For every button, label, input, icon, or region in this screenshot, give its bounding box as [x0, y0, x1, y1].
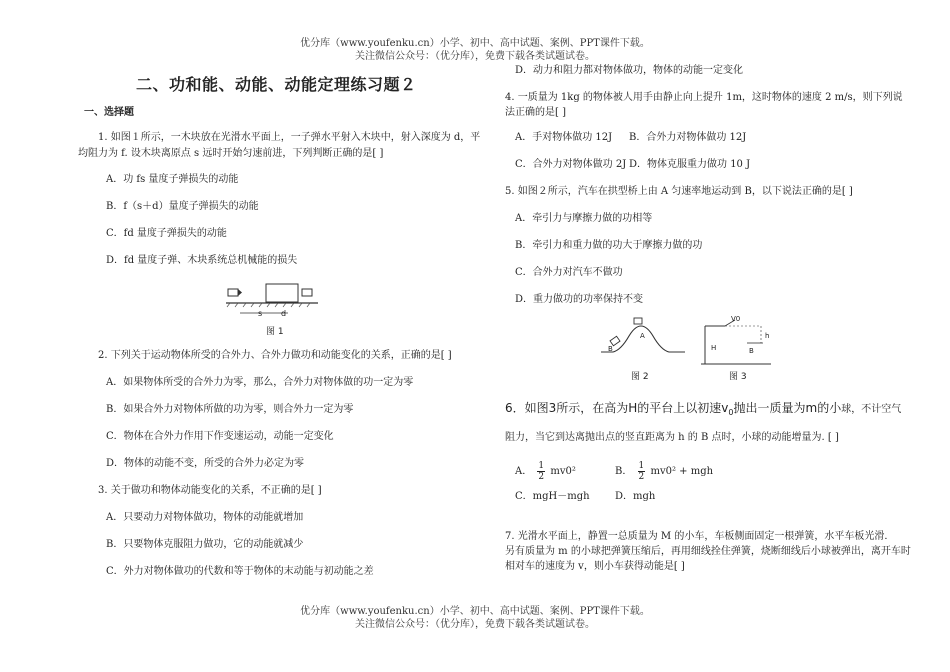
- header-line-2: 关注微信公众号：（优分库），免费下载各类试题试卷。: [355, 51, 595, 62]
- q5-option-b: B．牵引力和重力做的功大于摩擦力做的功: [515, 240, 703, 251]
- fig1-bullet-left: [228, 289, 238, 296]
- q4-stem-line2: 法正确的是[ ]: [505, 107, 566, 118]
- fig2-caption: 图 2: [631, 372, 649, 382]
- figure-2: [597, 316, 693, 388]
- q5-stem: 5. 如图２所示，汽车在拱型桥上由 A 匀速率地运动到 B，以下说法正确的是[ ]: [505, 186, 853, 197]
- q6-sub0: 0: [728, 408, 734, 417]
- q2-stem: 2. 下列关于运动物体所受的合外力、合外力做功和动能变化的关系，正确的是[ ]: [98, 350, 452, 361]
- fig3-label-h-big: H: [711, 344, 717, 352]
- q1-stem-line2: 均阻力为 f. 设木块离原点 s 远时开始匀速前进，下列判断正确的是[ ]: [78, 148, 384, 159]
- q3-option-d: D．动力和阻力都对物体做功，物体的动能一定变化: [515, 65, 744, 76]
- fig2-label-b: B: [608, 345, 613, 353]
- q5-option-d: D．重力做功的功率保持不变: [515, 294, 644, 305]
- page-footer: [0, 605, 950, 631]
- q7-stem-line3: 相对车的速度为 v，则小车获得动能是[ ]: [505, 561, 685, 572]
- q4-option-c: C．合外力对物体做功 2J: [515, 159, 627, 170]
- q1-option-c: C．fd 量度子弹损失的动能: [106, 228, 227, 239]
- q6-b-expr: mv0² + mgh: [650, 466, 714, 477]
- fig3-label-h-small: h: [765, 332, 770, 340]
- fig1-label-s: s: [258, 309, 263, 318]
- footer-line-1: 优分库（www.youfenku.cn）小学、初中、高中试题、案例、PPT课件下载。: [300, 606, 650, 617]
- fig2-label-a: A: [640, 332, 645, 340]
- q6-b-num: 1: [638, 461, 645, 471]
- q5-option-c: C．合外力对汽车不做功: [515, 267, 623, 278]
- fig2-car-top: [634, 318, 642, 324]
- q6-option-b: [615, 461, 713, 482]
- q3-option-a: A．只要动力对物体做功，物体的动能就增加: [106, 512, 304, 523]
- q1-stem-line1: 1. 如图１所示，一木块放在光滑水平面上，一子弹水平射入木块中，射入深度为 d，平: [98, 132, 481, 143]
- q6-b-label: B．: [615, 466, 633, 477]
- q6-option-d: D．mgh: [615, 491, 656, 502]
- q4-option-a: A．手对物体做功 12J: [515, 132, 613, 143]
- q7-stem-line1: 7. 光滑水平面上，静置一总质量为 M 的小车，车板侧面固定一根弹簧，水平车板光滑．: [505, 531, 895, 542]
- q6-stem-line1: [505, 401, 901, 420]
- fig1-hatch: [227, 303, 310, 307]
- q6-b-den: 2: [638, 472, 645, 482]
- q1-option-b: B．f（s＋d）量度子弹损失的动能: [106, 201, 259, 212]
- fig1-block: [266, 284, 298, 302]
- fig1-label-d: d: [281, 309, 287, 318]
- q6-a-num: 1: [538, 461, 545, 471]
- q6-option-a: [515, 461, 576, 482]
- q6-a-expr: mv0²: [550, 466, 576, 477]
- q6-a-fraction: [537, 461, 545, 482]
- q1-option-a: A．功 fs 量度子弹损失的动能: [106, 174, 239, 185]
- q3-stem: 3. 关于做功和物体动能变化的关系，不正确的是[ ]: [98, 485, 322, 496]
- q6-stem-line2: 阻力，当它到达离抛出点的竖直距离为 h 的 B 点时，小球的动能增量为. [ ]: [505, 432, 839, 443]
- figure-1: [226, 278, 322, 340]
- q6-tail: 球，不计空气: [841, 404, 902, 415]
- page-header: [0, 37, 950, 63]
- q6-lead: 6．如图3所示，在高为H的平台上以初速v: [505, 401, 729, 415]
- q5-option-a: A．牵引力与摩擦力做的功相等: [515, 213, 653, 224]
- q2-option-b: B．如果合外力对物体所做的功为零，则合外力一定为零: [106, 404, 354, 415]
- q1-option-d: D．fd 量度子弹、木块系统总机械能的损失: [106, 255, 298, 266]
- q3-option-c: C．外力对物体做功的代数和等于物体的末动能与初动能之差: [106, 566, 374, 577]
- q6-option-c: C．mgH－mgh: [515, 491, 590, 502]
- fig1-bullet-right: [302, 289, 312, 296]
- q4-option-b: B．合外力对物体做功 12J: [629, 132, 747, 143]
- q7-stem-line2: 另有质量为 m 的小球把弹簧压缩后，再用细线拴住弹簧，烧断细线后小球被弹出，离开车时: [505, 546, 911, 557]
- fig1-caption: 图 1: [266, 327, 284, 337]
- q3-option-b: B．只要物体克服阻力做功，它的动能就减少: [106, 539, 304, 550]
- figure-3: [701, 316, 785, 388]
- section-heading: 一、选择题: [84, 107, 134, 118]
- q6-mid: 抛出一质量为m的小: [733, 401, 842, 415]
- fig1-bullet-tip: [238, 289, 242, 296]
- header-line-1: 优分库（www.youfenku.cn）小学、初中、高中试题、案例、PPT课件下载。: [300, 38, 650, 49]
- q2-option-c: C．物体在合外力作用下作变速运动，动能一定变化: [106, 431, 334, 442]
- q6-a-den: 2: [538, 472, 545, 482]
- q4-option-d: D．物体克服重力做功 10 J: [629, 159, 751, 170]
- fig3-label-b: B: [749, 347, 754, 355]
- q2-option-a: A．如果物体所受的合外力为零，那么，合外力对物体做的功一定为零: [106, 377, 414, 388]
- q4-stem-line1: 4. 一质量为 1kg 的物体被人用手由静止向上提升 1m，这时物体的速度 2 m/s，则下列说: [505, 92, 903, 103]
- q2-option-d: D．物体的动能不变，所受的合外力必定为零: [106, 458, 305, 469]
- footer-line-2: 关注微信公众号：（优分库），免费下载各类试题试卷。: [355, 619, 595, 630]
- page-title: 二、功和能、动能、动能定理练习题２: [136, 75, 417, 94]
- q6-a-label: A．: [515, 466, 533, 477]
- fig3-caption: 图 3: [729, 372, 747, 382]
- fig3-label-v0: V0: [731, 316, 741, 323]
- q6-b-fraction: [638, 461, 646, 482]
